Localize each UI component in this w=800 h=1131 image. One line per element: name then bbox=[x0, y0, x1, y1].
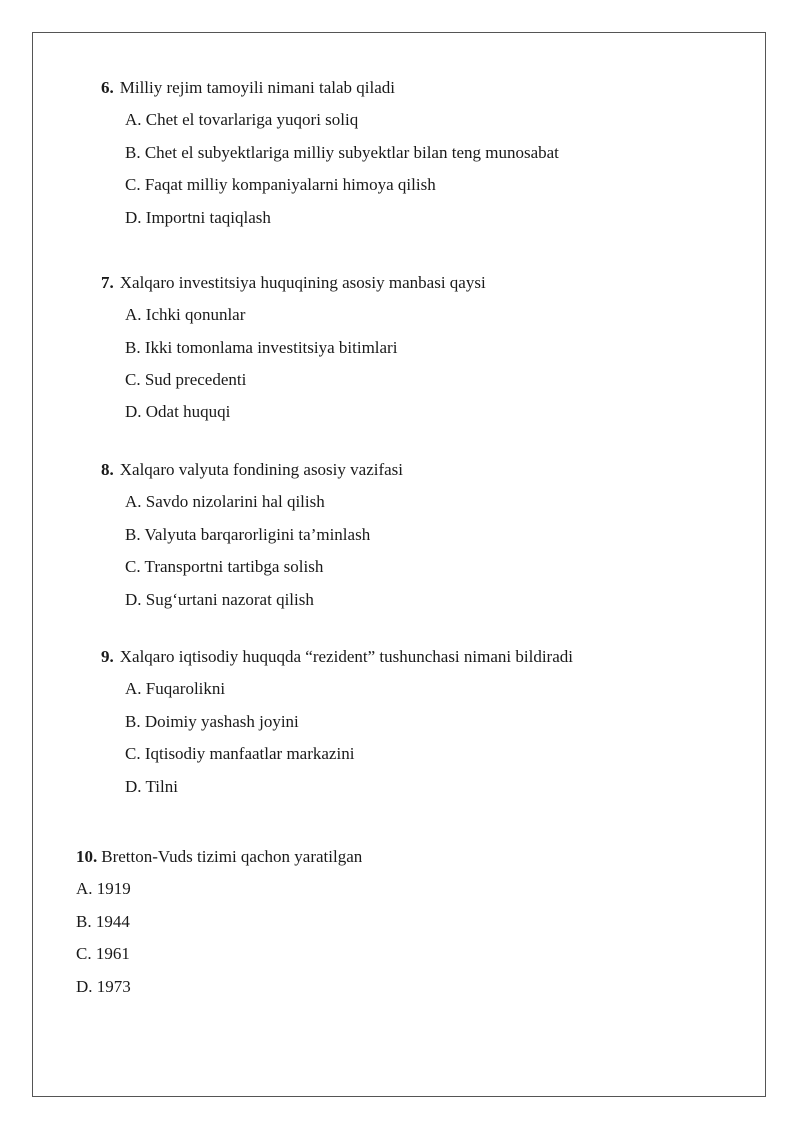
question-text: Xalqaro iqtisodiy huquqda “rezident” tushunchasi nimani bildiradi bbox=[119, 647, 573, 666]
question-number: 8. bbox=[101, 460, 114, 479]
question-7 bbox=[101, 273, 486, 293]
option-a: A. Chet el tovarlariga yuqori soliq bbox=[125, 110, 359, 129]
option-d: D. Sug‘urtani nazorat qilish bbox=[125, 590, 314, 609]
option-d: D. Tilni bbox=[125, 777, 178, 796]
option-c: C. Transportni tartibga solish bbox=[125, 557, 324, 576]
option-a: A. 1919 bbox=[76, 879, 131, 898]
option-c: C. Sud precedenti bbox=[125, 370, 247, 389]
question-9 bbox=[101, 647, 573, 667]
question-text: Bretton-Vuds tizimi qachon yaratilgan bbox=[101, 847, 363, 866]
option-a: A. Fuqarolikni bbox=[125, 679, 226, 698]
question-8 bbox=[101, 460, 403, 480]
option-b: B. Chet el subyektlariga milliy subyektlar bilan teng munosabat bbox=[125, 143, 559, 162]
option-d: D. 1973 bbox=[76, 977, 131, 996]
option-c: C. Iqtisodiy manfaatlar markazini bbox=[125, 744, 355, 763]
option-b: B. Valyuta barqarorligini ta’minlash bbox=[125, 525, 371, 544]
question-text: Xalqaro investitsiya huquqining asosiy manbasi qaysi bbox=[119, 273, 486, 292]
option-c: C. Faqat milliy kompaniyalarni himoya qilish bbox=[125, 175, 436, 194]
option-b: B. Doimiy yashash joyini bbox=[125, 712, 299, 731]
question-number: 10. bbox=[76, 847, 98, 866]
option-d: D. Importni taqiqlash bbox=[125, 208, 271, 227]
option-a: A. Savdo nizolarini hal qilish bbox=[125, 492, 325, 511]
question-text: Xalqaro valyuta fondining asosiy vazifasi bbox=[119, 460, 404, 479]
question-number: 6. bbox=[101, 78, 114, 97]
question-number: 7. bbox=[101, 273, 114, 292]
option-a: A. Ichki qonunlar bbox=[125, 305, 246, 324]
question-text: Milliy rejim tamoyili nimani talab qiladi bbox=[119, 78, 396, 97]
option-b: B. Ikki tomonlama investitsiya bitimlari bbox=[125, 338, 398, 357]
question-6 bbox=[101, 78, 395, 98]
option-b: B. 1944 bbox=[76, 912, 130, 931]
question-10 bbox=[76, 847, 362, 867]
question-number: 9. bbox=[101, 647, 114, 666]
option-c: C. 1961 bbox=[76, 944, 130, 963]
option-d: D. Odat huquqi bbox=[125, 402, 231, 421]
